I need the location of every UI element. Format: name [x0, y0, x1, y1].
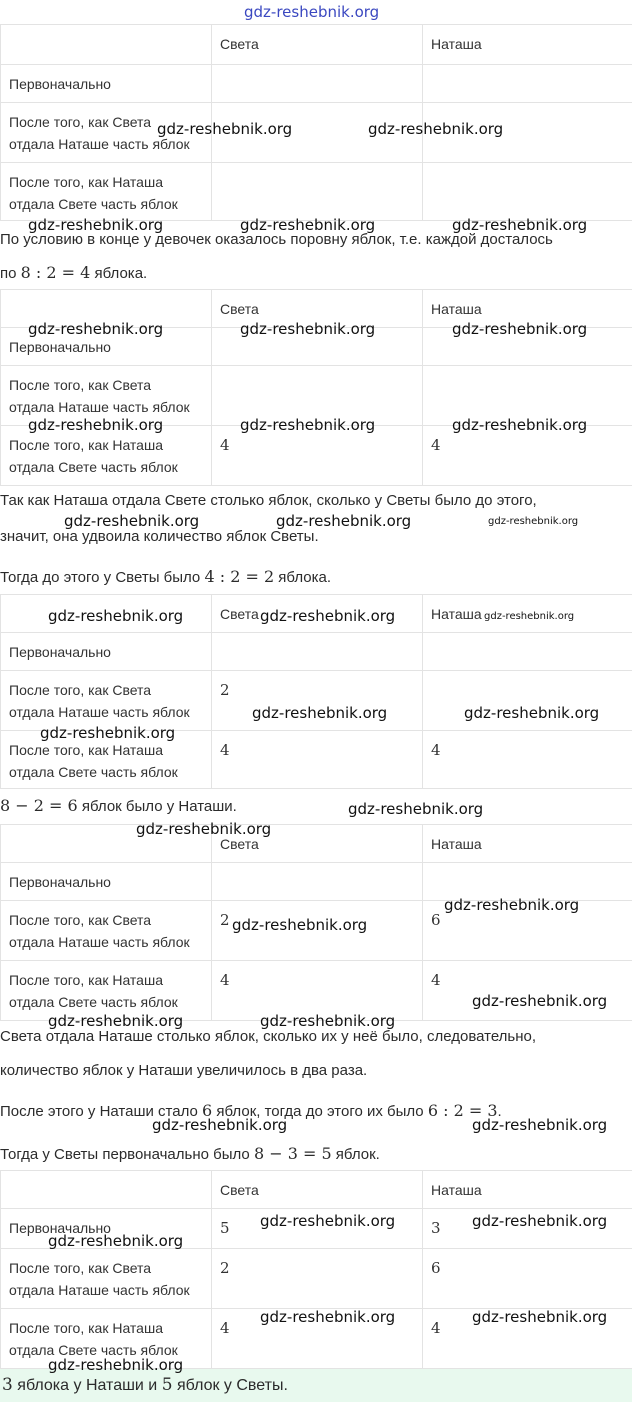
- watermark: gdz-reshebnik.org: [252, 704, 388, 722]
- paragraph-4: 8 − 2 = 6 яблок было у Наташи.: [0, 796, 237, 815]
- watermark: gdz-reshebnik.org: [464, 704, 600, 722]
- watermark: gdz-reshebnik.org: [276, 512, 412, 530]
- cell-value: [431, 163, 625, 171]
- cell-value: [431, 103, 625, 111]
- cell-value: [431, 863, 625, 871]
- watermark: gdz-reshebnik.org: [64, 512, 200, 530]
- watermark: gdz-reshebnik.org: [240, 320, 376, 338]
- cell-value: 4: [220, 1319, 230, 1337]
- watermark: gdz-reshebnik.org: [472, 992, 608, 1010]
- table-5: [0, 1170, 632, 1369]
- row-label-initial: Первоначально: [9, 1220, 111, 1236]
- header-sveta: Света: [220, 606, 259, 622]
- header-natasha: Наташа: [431, 36, 482, 52]
- watermark: gdz-reshebnik.org: [240, 416, 376, 434]
- watermark: gdz-reshebnik.org: [484, 611, 575, 622]
- header-natasha: Наташа: [431, 836, 482, 852]
- row-label-initial: Первоначально: [9, 76, 111, 92]
- header-sveta: Света: [220, 836, 259, 852]
- cell-value: 4: [220, 971, 230, 989]
- cell-value: 2: [220, 681, 230, 699]
- row-label-after-sveta: После того, как Света отдала Наташе часть яблок: [9, 377, 190, 415]
- cell-value: 6: [431, 1259, 441, 1277]
- watermark: gdz-reshebnik.org: [472, 1116, 608, 1134]
- header-sveta: Света: [220, 1182, 259, 1198]
- paragraph-2-line-2: значит, она удвоила количество яблок Светы.: [0, 528, 319, 545]
- cell-value: [431, 366, 625, 374]
- watermark: gdz-reshebnik.org: [488, 516, 579, 527]
- cell-value: 3: [431, 1219, 441, 1237]
- watermark: gdz-reshebnik.org: [472, 1308, 608, 1326]
- row-label-after-sveta: После того, как Света отдала Наташе часть яблок: [9, 114, 190, 152]
- paragraph-5-line-1: Света отдала Наташе столько яблок, сколько их у неё было, следовательно,: [0, 1028, 537, 1045]
- cell-value: [220, 633, 414, 641]
- paragraph-2-line-1: Так как Наташа отдала Свете столько яблок, сколько у Светы было до этого,: [0, 492, 537, 509]
- watermark: gdz-reshebnik.org: [472, 1212, 608, 1230]
- paragraph-1-line-2: по 8 : 2 = 4 яблока.: [0, 263, 148, 282]
- row-label-initial: Первоначально: [9, 644, 111, 660]
- paragraph-7: Тогда у Светы первоначально было 8 − 3 = 5 яблок.: [0, 1144, 380, 1163]
- watermark: gdz-reshebnik.org: [260, 607, 396, 625]
- row-label-after-natasha: После того, как Наташа отдала Свете часть яблок: [9, 742, 178, 780]
- paragraph-5-line-2: количество яблок у Наташи увеличилось в два раза.: [0, 1062, 368, 1079]
- paragraph-3: Тогда до этого у Светы было 4 : 2 = 2 яблока.: [0, 567, 332, 586]
- paragraph-1-line-1: По условию в конце у девочек оказалось поровну яблок, т.е. каждой досталось: [0, 231, 553, 248]
- cell-value: [220, 163, 414, 171]
- cell-value: [220, 65, 414, 73]
- row-label-after-sveta: После того, как Света отдала Наташе часть яблок: [9, 912, 190, 950]
- cell-value: 4: [431, 1319, 441, 1337]
- header-natasha: Наташа: [431, 1182, 482, 1198]
- table-2: [0, 289, 632, 486]
- cell-value: 4: [220, 741, 230, 759]
- watermark: gdz-reshebnik.org: [452, 320, 588, 338]
- cell-value: 2: [220, 911, 230, 929]
- watermark: gdz-reshebnik.org: [152, 1116, 288, 1134]
- watermark: gdz-reshebnik.org: [240, 216, 376, 234]
- header-natasha: Наташа: [431, 301, 482, 317]
- cell-value: [431, 65, 625, 73]
- watermark: gdz-reshebnik.org: [48, 1232, 184, 1250]
- watermark: gdz-reshebnik.org: [48, 1356, 184, 1374]
- watermark: gdz-reshebnik.org: [48, 1012, 184, 1030]
- row-label-after-natasha: После того, как Наташа отдала Свете часть яблок: [9, 1320, 178, 1358]
- watermark: gdz-reshebnik.org: [136, 820, 272, 838]
- header-sveta: Света: [220, 36, 259, 52]
- watermark: gdz-reshebnik.org: [260, 1212, 396, 1230]
- row-label-after-natasha: После того, как Наташа отдала Свете часть яблок: [9, 437, 178, 475]
- cell-value: 5: [220, 1219, 230, 1237]
- row-label-after-natasha: После того, как Наташа отдала Свете часть яблок: [9, 174, 178, 212]
- cell-value: 4: [431, 436, 441, 454]
- cell-value: 4: [431, 971, 441, 989]
- watermark: gdz-reshebnik.org: [28, 216, 164, 234]
- cell-value: [220, 863, 414, 871]
- watermark: gdz-reshebnik.org: [260, 1308, 396, 1326]
- answer-bar: 3 яблока у Наташи и 5 яблок у Светы.: [0, 1369, 632, 1402]
- watermark: gdz-reshebnik.org: [28, 320, 164, 338]
- row-label-after-sveta: После того, как Света отдала Наташе часть яблок: [9, 1260, 190, 1298]
- table-1: [0, 24, 632, 221]
- cell-value: 6: [431, 911, 441, 929]
- watermark: gdz-reshebnik.org: [260, 1012, 396, 1030]
- cell-value: 4: [431, 741, 441, 759]
- watermark: gdz-reshebnik.org: [368, 120, 504, 138]
- watermark: gdz-reshebnik.org: [157, 120, 293, 138]
- cell-value: [431, 633, 625, 641]
- watermark: gdz-reshebnik.org: [452, 416, 588, 434]
- cell-value: 2: [220, 1259, 230, 1277]
- row-label-after-sveta: После того, как Света отдала Наташе часть яблок: [9, 682, 190, 720]
- row-label-after-natasha: После того, как Наташа отдала Свете часть яблок: [9, 972, 178, 1010]
- header-sveta: Света: [220, 301, 259, 317]
- row-label-initial: Первоначально: [9, 339, 111, 355]
- watermark: gdz-reshebnik.org: [444, 896, 580, 914]
- cell-value: [220, 366, 414, 374]
- watermark: gdz-reshebnik.org: [348, 800, 484, 818]
- site-watermark-top: gdz-reshebnik.org: [244, 3, 380, 21]
- watermark: gdz-reshebnik.org: [452, 216, 588, 234]
- watermark: gdz-reshebnik.org: [28, 416, 164, 434]
- row-label-initial: Первоначально: [9, 874, 111, 890]
- cell-value: 4: [220, 436, 230, 454]
- cell-value: [431, 671, 625, 679]
- watermark: gdz-reshebnik.org: [40, 724, 176, 742]
- paragraph-6: После этого у Наташи стало 6 яблок, тогда до этого их было 6 : 2 = 3.: [0, 1101, 502, 1120]
- header-natasha: Наташа: [431, 606, 482, 622]
- watermark: gdz-reshebnik.org: [232, 916, 368, 934]
- cell-value: [220, 103, 414, 111]
- watermark: gdz-reshebnik.org: [48, 607, 184, 625]
